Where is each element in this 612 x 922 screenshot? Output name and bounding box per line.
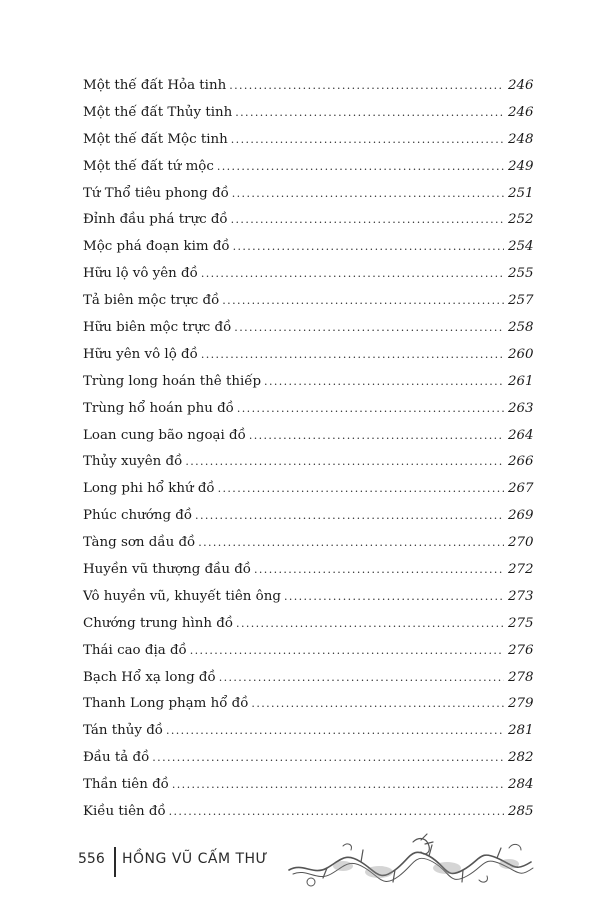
footer-divider (114, 847, 116, 877)
toc-entry (83, 718, 534, 745)
toc-entry-page: 266 (508, 454, 534, 470)
toc-entry-title: Hữu biên mộc trực đồ (83, 320, 232, 336)
dot-leader (231, 207, 504, 234)
toc-entry-page: 273 (508, 588, 534, 604)
toc-entry (83, 207, 534, 234)
toc-entry-page: 282 (508, 750, 534, 766)
dot-leader (198, 530, 504, 557)
toc-entry (83, 665, 534, 692)
toc-entry-title: Một thế đất Mộc tinh (83, 131, 228, 147)
toc-entry-page: 261 (508, 373, 534, 389)
toc-entry (83, 772, 534, 799)
toc-entry-page: 267 (508, 481, 534, 497)
toc-entry-title: Thái cao địa đồ (83, 642, 187, 658)
dot-leader (219, 665, 504, 692)
toc-entry (83, 154, 534, 181)
toc-entry-page: 255 (508, 266, 534, 282)
toc-entry-page: 249 (508, 158, 534, 174)
toc-entry-title: Trùng long hoán thê thiếp (83, 373, 262, 389)
toc-entry-title: Bạch Hổ xạ long đồ (83, 669, 216, 685)
toc-entry-title: Thần tiên đồ (83, 777, 169, 793)
toc-entry-page: 254 (508, 239, 534, 255)
toc-entry-title: Mộc phá đoạn kim đồ (83, 239, 230, 255)
dot-leader (237, 396, 504, 423)
toc-entry-title: Long phi hổ khứ đồ (83, 481, 215, 497)
toc-entry (83, 315, 534, 342)
toc-entry-title: Trùng hổ hoán phu đồ (83, 400, 234, 416)
dot-leader (201, 261, 504, 288)
dot-leader (166, 718, 504, 745)
dot-leader (233, 234, 504, 261)
toc-entry-page: 252 (508, 212, 534, 228)
toc-entry (83, 369, 534, 396)
table-of-contents (83, 73, 534, 826)
toc-entry-page: 264 (508, 427, 534, 443)
toc-entry-title: Tả biên mộc trực đồ (83, 293, 220, 309)
toc-entry-title: Tứ Thổ tiêu phong đồ (83, 185, 229, 201)
toc-entry-title: Loan cung bão ngoại đồ (83, 427, 246, 443)
book-title: HỒNG VŨ CẤM THƯ (122, 851, 269, 867)
toc-entry-page: 258 (508, 320, 534, 336)
toc-entry-page: 257 (508, 293, 534, 309)
toc-entry (83, 127, 534, 154)
dot-leader (264, 369, 504, 396)
dot-leader (232, 181, 504, 208)
toc-entry-page: 269 (508, 508, 534, 524)
toc-entry-title: Một thế đất Hỏa tinh (83, 78, 227, 93)
toc-entry-page: 260 (508, 346, 534, 362)
dot-leader (236, 611, 504, 638)
dot-leader (201, 342, 504, 369)
dot-leader (169, 799, 504, 826)
toc-entry-page: 281 (508, 723, 534, 739)
toc-entry (83, 423, 534, 450)
toc-entry (83, 745, 534, 772)
toc-entry (83, 638, 534, 665)
toc-entry (83, 234, 534, 261)
toc-entry-title: Kiều tiên đồ (83, 804, 166, 820)
toc-entry (83, 611, 534, 638)
dot-leader (218, 476, 504, 503)
toc-entry-title: Thủy xuyên đồ (83, 454, 183, 470)
dot-leader (284, 584, 504, 611)
toc-entry (83, 503, 534, 530)
dot-leader (254, 557, 504, 584)
toc-entry (83, 530, 534, 557)
toc-entry-page: 270 (508, 535, 534, 551)
toc-entry (83, 261, 534, 288)
toc-entry-title: Thanh Long phạm hổ đồ (83, 696, 249, 712)
toc-entry (83, 396, 534, 423)
dot-leader (195, 503, 504, 530)
toc-entry-page: 279 (508, 696, 534, 712)
dot-leader (217, 154, 504, 181)
dot-leader (222, 288, 504, 315)
page-footer (78, 840, 538, 900)
toc-entry-title: Huyền vũ thượng đầu đồ (83, 562, 251, 578)
toc-entry-title: Hữu lộ vô yên đồ (83, 266, 198, 282)
toc-entry (83, 449, 534, 476)
toc-entry-title: Một thế đất Thủy tinh (83, 104, 233, 120)
dragon-icon (283, 832, 538, 894)
toc-entry (83, 73, 534, 100)
toc-entry-title: Tàng sơn dầu đồ (83, 535, 196, 551)
toc-entry-page: 246 (508, 78, 534, 93)
toc-entry-page: 285 (508, 804, 534, 820)
dot-leader (190, 638, 504, 665)
toc-entry-page: 246 (508, 104, 534, 120)
toc-entry-page: 251 (508, 185, 534, 201)
dot-leader (185, 449, 504, 476)
toc-entry-page: 276 (508, 642, 534, 658)
toc-entry-title: Đỉnh đầu phá trực đồ (83, 212, 228, 228)
dot-leader (235, 100, 504, 127)
toc-entry-page: 284 (508, 777, 534, 793)
dot-leader (172, 772, 504, 799)
dot-leader (251, 691, 504, 718)
toc-entry-title: Hữu yên vô lộ đồ (83, 346, 198, 362)
toc-entry (83, 100, 534, 127)
toc-entry (83, 476, 534, 503)
toc-entry-title: Chướng trung hình đồ (83, 615, 234, 631)
toc-entry-page: 263 (508, 400, 534, 416)
dot-leader (234, 315, 504, 342)
toc-entry-title: Tán thủy đồ (83, 723, 163, 739)
dot-leader (231, 127, 504, 154)
toc-entry (83, 342, 534, 369)
dot-leader (229, 73, 504, 100)
toc-entry-page: 272 (508, 562, 534, 578)
page-number: 556 (78, 851, 105, 867)
dot-leader (152, 745, 504, 772)
toc-entry (83, 584, 534, 611)
toc-entry (83, 181, 534, 208)
toc-entry (83, 691, 534, 718)
toc-entry-page: 278 (508, 669, 534, 685)
toc-entry (83, 288, 534, 315)
toc-entry-page: 248 (508, 131, 534, 147)
toc-entry-title: Một thế đất tứ mộc (83, 158, 214, 174)
toc-entry-page: 275 (508, 615, 534, 631)
dot-leader (249, 423, 504, 450)
toc-entry (83, 557, 534, 584)
toc-entry-title: Phúc chướng đồ (83, 508, 193, 524)
toc-entry (83, 799, 534, 826)
toc-entry-title: Vô huyền vũ, khuyết tiên ông (83, 588, 281, 604)
toc-entry-title: Đầu tả đồ (83, 750, 150, 766)
